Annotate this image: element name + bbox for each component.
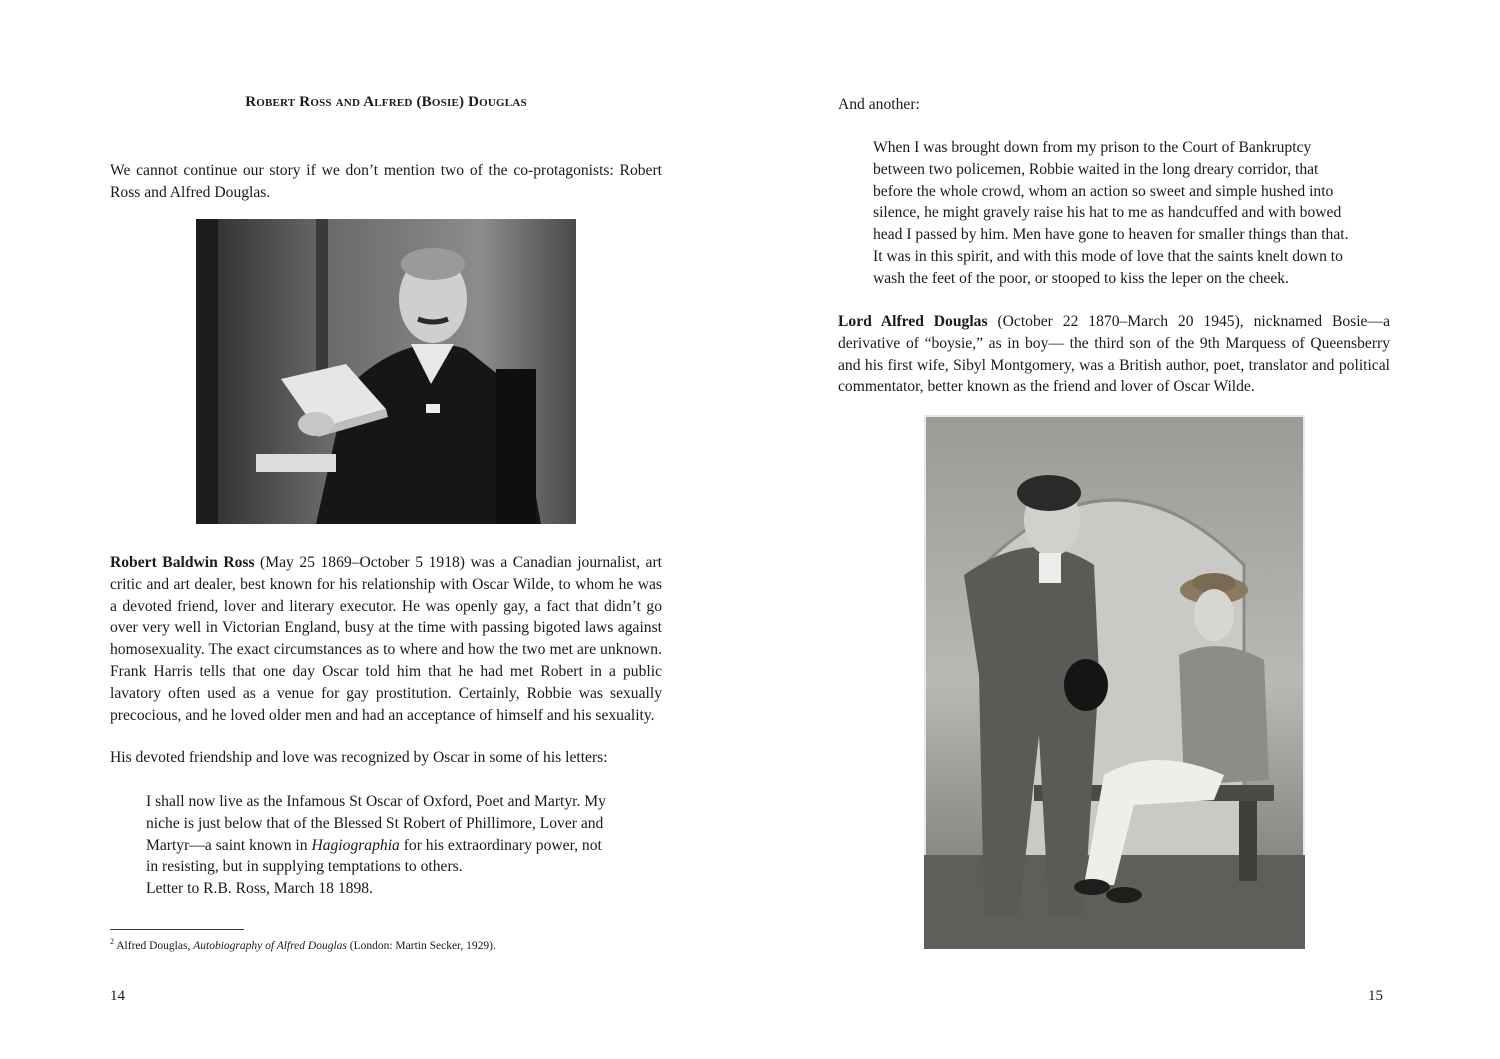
quote-line: in resisting, but in supplying temptations to others. [146,858,463,876]
footnote-marker: 2 [110,937,114,946]
page-number: 14 [110,988,125,1004]
block-quote [873,137,1393,290]
quote-line: niche is just below that of the Blessed St Robert of Phillimore, Lover and [146,814,604,832]
quote-line: I shall now live as the Infamous St Oscar of Oxford, Poet and Martyr. My [146,793,606,810]
intro-paragraph: We cannot continue our story if we don’t mention two of the co-protagonists: Robert Ross and Alfred Douglas. [110,162,662,201]
footnote [110,934,496,954]
quote-text: for his extraordinary power, not [399,836,602,854]
quote-text: Martyr—a saint known in [146,836,312,854]
quote-line: between two policemen, Robbie waited in the long dreary corridor, that [873,160,1319,178]
bio-name: Lord Alfred Douglas [838,313,988,330]
bio-text: (October 22 1870–March 20 1945), nicknamed Bosie—a derivative of “boysie,” as in boy— the third son of the 9th Marquess of Queensberry and his first wife, Sibyl Montgomery, was a British author, poet, translator and political commentator, better known as the friend and lover of Oscar Wilde. [838,313,1390,396]
quote-line: silence, he might gravely raise his hat to me as handcuffed and with bowed [873,204,1342,222]
letters-intro: His devoted friendship and love was recognized by Oscar in some of his letters: [110,749,608,766]
quote-attribution: Letter to R.B. Ross, March 18 1898. [146,880,373,898]
quote-line: It was in this spirit, and with this mode of love that the saints knelt down to [873,247,1343,265]
right-page [750,0,1500,1059]
footnote-author: Alfred Douglas, [114,939,194,952]
quote-line: head I passed by him. Men have gone to heaven for smaller things than that. [873,226,1349,244]
quote-line: before the whole crowd, whom an action so sweet and simple hushed into [873,182,1334,200]
block-quote [146,791,666,900]
quote-italic-title: Hagiographia [311,836,400,854]
wilde-douglas-photo [924,415,1305,949]
portrait-photo-icon [196,219,576,524]
footnote-rest: (London: Martin Secker, 1929). [346,939,496,952]
alfred-douglas-bio [838,311,1390,398]
footnote-title: Autobiography of Alfred Douglas [193,939,347,952]
quote-line: wash the feet of the poor, or stooped to kiss the leper on the cheek. [873,269,1289,287]
chapter-heading: Robert Ross and Alfred (Bosie) Douglas [245,94,527,110]
quote-line: When I was brought down from my prison to the Court of Bankruptcy [873,139,1312,156]
page-number: 15 [1368,988,1383,1004]
bio-text: (May 25 1869–October 5 1918) was a Canadian journalist, art critic and art dealer, best known for his relationship with Oscar Wilde, to whom he was a devoted friend, lover and literary executor. He was openly gay, a fact that didn’t go over very well in Victorian England, busy at the time with passing bigoted laws against homosexuality. The exact circumstances as to where and how the two met are unknown. Frank Harris tells that one day Oscar told him that he had met Robert in a public lavatory often used as a venue for gay prostitution. Certainly, Robbie was sexually precocious, and he loved older men and had an acceptance of himself and his sexuality. [110,554,662,724]
quote-line [146,835,666,857]
footnote-divider [110,929,244,930]
double-portrait-photo-icon [924,415,1305,949]
robert-ross-bio [110,552,662,726]
robert-ross-portrait [196,219,576,524]
and-another-line: And another: [838,96,920,113]
bio-name: Robert Baldwin Ross [110,554,255,571]
